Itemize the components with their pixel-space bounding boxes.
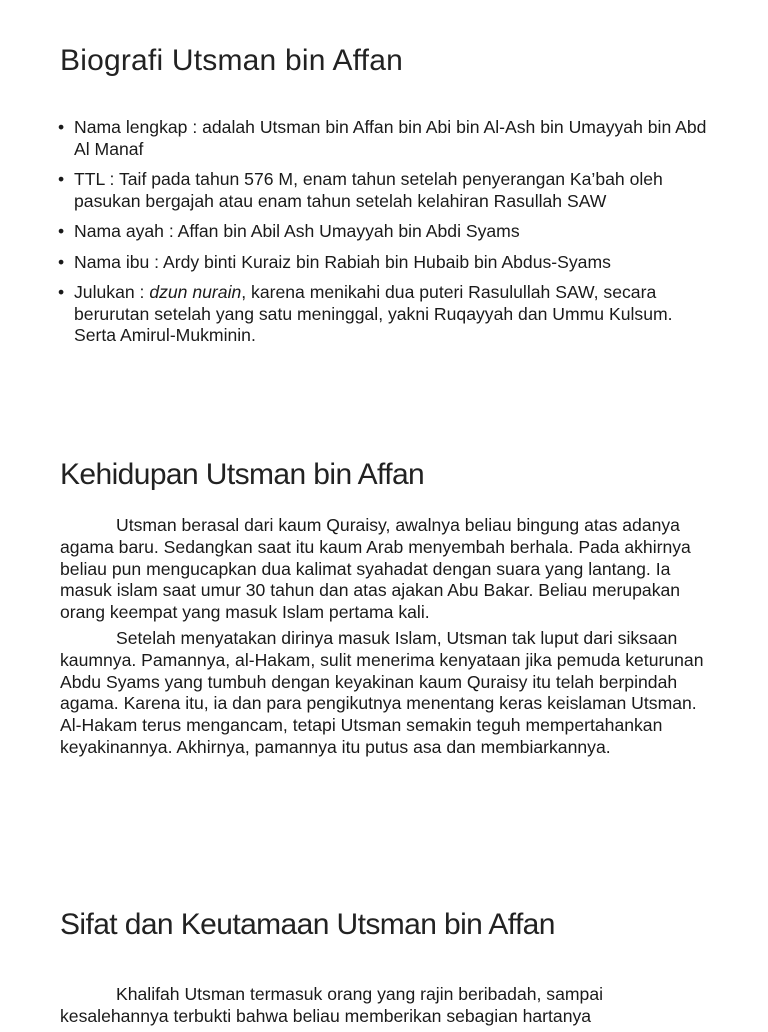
list-item bbox=[58, 117, 718, 160]
slide-title: Biografi Utsman bin Affan bbox=[60, 44, 403, 77]
list-item bbox=[58, 169, 718, 212]
slide-sifat-keutamaan bbox=[0, 890, 768, 1024]
slide-title: Sifat dan Keutamaan Utsman bin Affan bbox=[60, 908, 555, 941]
paragraph: Setelah menyatakan dirinya masuk Islam, Utsman tak luput dari siksaan kaumnya. Pamannya, al-Hakam, sulit menerima kenyataan jika pemuda keturunan Abdu Syams yang tumbuh dengan keyakinan kaum Quraisy itu telah berpindah agama. Karena itu, ia dan para pengikutnya menentang keras keislaman Utsman. Al-Hakam terus mengancam, tetapi Utsman semakin teguh mempertahankan keyakinannya. Akhirnya, pamannya itu putus asa dan membiarkannya. bbox=[60, 627, 704, 757]
list-item-text: TTL : Taif pada tahun 576 M, enam tahun setelah penyerangan Ka’bah oleh pasukan bergajah atau enam tahun setelah kelahiran Rasullah SAW bbox=[74, 169, 663, 211]
list-item bbox=[58, 221, 718, 243]
slide-kehidupan bbox=[0, 440, 768, 840]
list-item-text: Nama ibu : Ardy binti Kuraiz bin Rabiah bin Hubaib bin Abdus-Syams bbox=[74, 251, 611, 272]
bullet-icon: • bbox=[58, 169, 65, 189]
bullet-icon: • bbox=[58, 221, 65, 241]
bullet-icon: • bbox=[58, 251, 65, 272]
paragraph: Utsman berasal dari kaum Quraisy, awalnya beliau bingung atas adanya agama baru. Sedangkan saat itu kaum Arab menyembah berhala. Pada akhirnya beliau pun mengucapkan dua kalimat syahadat dengan suara yang lantang. Ia masuk islam saat umur 30 tahun dan atas ajakan Abu Bakar. Beliau merupakan orang keempat yang masuk Islam pertama kali. bbox=[60, 515, 691, 623]
slide-biografi bbox=[0, 0, 768, 420]
bullet-icon: • bbox=[58, 282, 65, 302]
body-text bbox=[60, 515, 710, 763]
list-item-text: Nama ayah : Affan bin Abil Ash Umayyah bin Abdi Syams bbox=[74, 221, 520, 241]
bullet-icon: • bbox=[58, 117, 65, 137]
slide-title: Kehidupan Utsman bin Affan bbox=[60, 458, 425, 491]
paragraph: Khalifah Utsman termasuk orang yang rajin beribadah, sampai kesalehannya terbukti bahwa beliau memberikan sebagian hartanya bbox=[60, 984, 604, 1026]
biography-list bbox=[58, 117, 718, 356]
list-item-text: Nama lengkap : adalah Utsman bin Affan bin Abi bin Al-Ash bin Umayyah bin Abd Al Manaf bbox=[74, 117, 707, 159]
body-text bbox=[60, 984, 710, 1032]
list-item-text-suffix: , karena menikahi dua puteri Rasulullah SAW, secara berurutan setelah yang satu meninggal, yakni Ruqayyah dan Ummu Kulsum. Serta Amirul-Mukminin. bbox=[74, 282, 673, 345]
list-item-text-prefix: Julukan : bbox=[74, 282, 150, 302]
list-item bbox=[58, 252, 718, 274]
list-item-emphasis: dzun nurain bbox=[149, 282, 242, 302]
list-item bbox=[58, 282, 718, 347]
